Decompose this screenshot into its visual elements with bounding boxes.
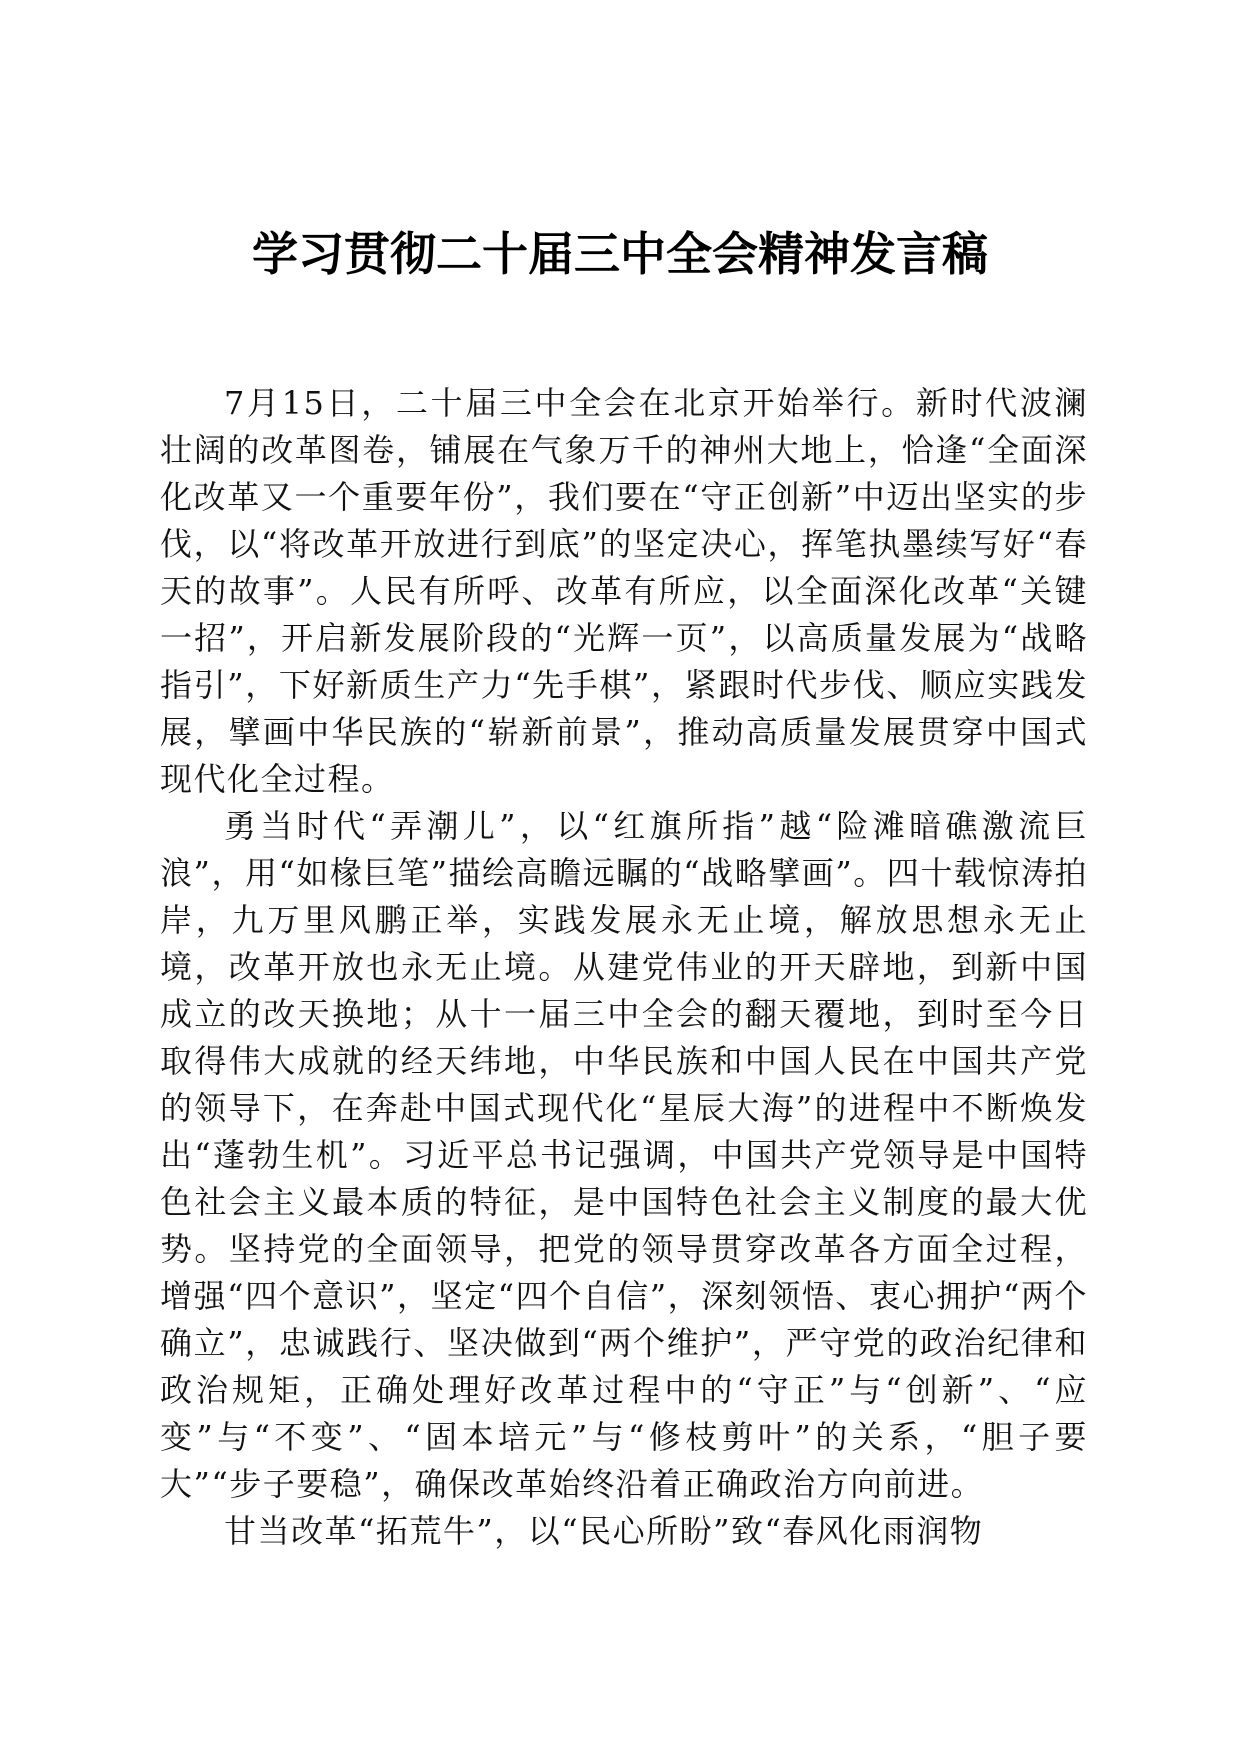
paragraph-3: 甘当改革“拓荒牛”，以“民心所盼”致“春风化雨润物	[224, 1512, 984, 1550]
paragraph-1: 7月15日，二十届三中全会在北京开始举行。新时代波澜壮阔的改革图卷，铺展在气象万千的神州大地上，恰逢“全面深化改革又一个重要年份”，我们要在“守正创新”中迈出坚实的步伐，以“将改革开放进行到底”的坚定决心，挥笔执墨续写好“春天的故事”。人民有所呼、改革有所应，以全面深化改革“关键一招”，开启新发展阶段的“光辉一页”，以高质量发展为“战略指引”，下好新质生产力“先手棋”，紧跟时代步伐、顺应实践发展，擘画中华民族的“崭新前景”，推动高质量发展贯穿中国式现代化全过程。	[160, 384, 1088, 798]
paragraph-2: 勇当时代“弄潮儿”，以“红旗所指”越“险滩暗礁激流巨浪”，用“如椽巨笔”描绘高瞻远瞩的“战略擘画”。四十载惊涛拍岸，九万里风鹏正举，实践发展永无止境，解放思想永无止境，改革开放也永无止境。从建党伟业的开天辟地，到新中国成立的改天换地；从十一届三中全会的翻天覆地，到时至今日取得伟大成就的经天纬地，中华民族和中国人民在中国共产党的领导下，在奔赴中国式现代化“星辰大海”的进程中不断焕发出“蓬勃生机”。习近平总书记强调，中国共产党领导是中国特色社会主义最本质的特征，是中国特色社会主义制度的最大优势。坚持党的全面领导，把党的领导贯穿改革各方面全过程，增强“四个意识”，坚定“四个自信”，深刻领悟、衷心拥护“两个确立”，忠诚践行、坚决做到“两个维护”，严守党的政治纪律和政治规矩，正确处理好改革过程中的“守正”与“创新”、“应变”与“不变”、“固本培元”与“修枝剪叶”的关系，“胆子要大”“步子要稳”，确保改革始终沿着正确政治方向前进。	[160, 807, 1088, 1503]
document-title: 学习贯彻二十届三中全会精神发言稿	[252, 227, 988, 281]
document-body	[160, 380, 1088, 1555]
